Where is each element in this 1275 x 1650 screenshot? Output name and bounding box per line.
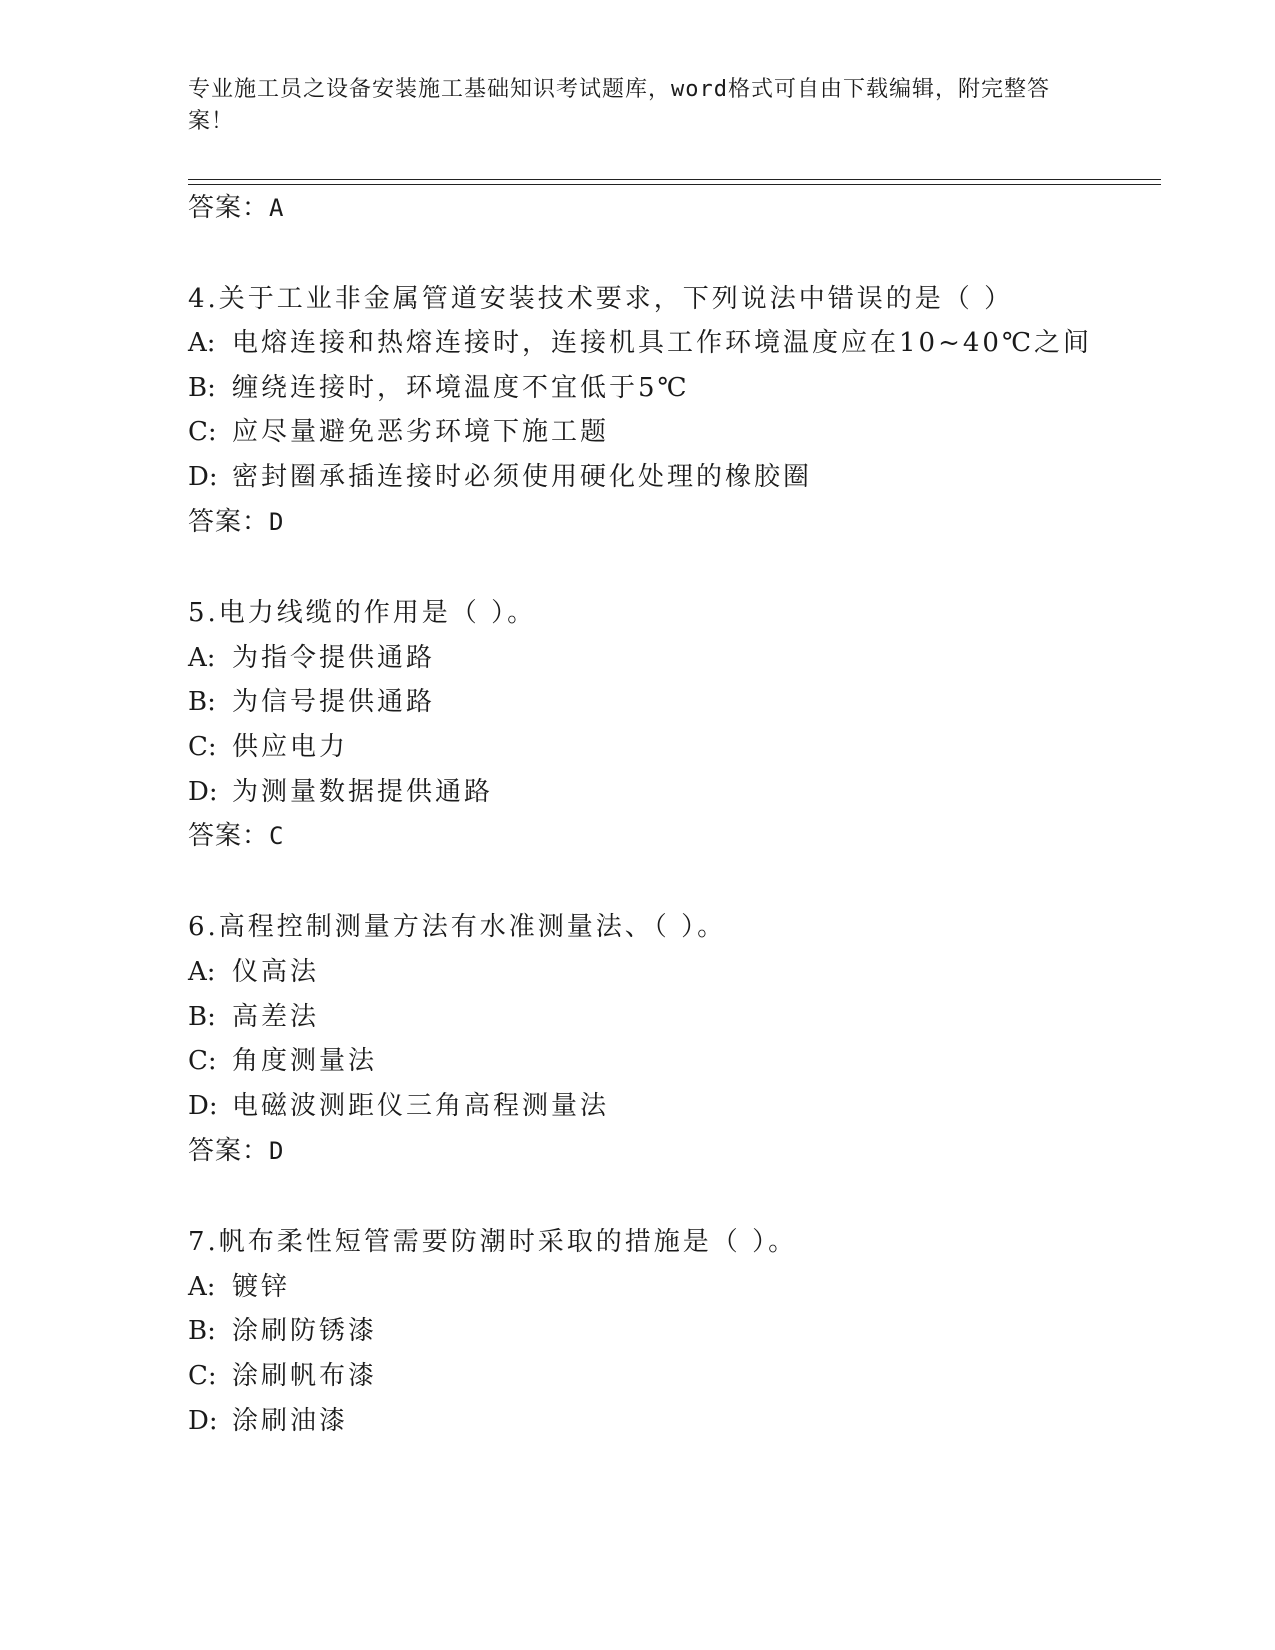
option-b bbox=[188, 685, 435, 719]
answer-label: 答案： bbox=[188, 193, 270, 223]
option-a bbox=[188, 641, 435, 675]
option-letter: B: bbox=[188, 1002, 216, 1032]
option-letter: D: bbox=[188, 777, 218, 807]
header-divider-bottom bbox=[188, 184, 1161, 185]
header-divider-top bbox=[188, 179, 1161, 180]
option-d bbox=[188, 1404, 348, 1438]
option-text: 缠绕连接时，环境温度不宜低于5℃ bbox=[232, 373, 690, 403]
question-answer bbox=[188, 819, 284, 853]
answer-value: A bbox=[269, 194, 285, 222]
option-text: 密封圈承插连接时必须使用硬化处理的橡胶圈 bbox=[232, 462, 813, 492]
option-text: 应尽量避免恶劣环境下施工题 bbox=[232, 417, 610, 447]
option-text: 角度测量法 bbox=[232, 1046, 378, 1076]
answer-value: D bbox=[269, 508, 285, 536]
option-a bbox=[188, 326, 1092, 360]
answer-value: C bbox=[269, 822, 285, 850]
option-text: 仪高法 bbox=[232, 957, 320, 987]
option-text: 电熔连接和热熔连接时，连接机具工作环境温度应在10~40℃之间 bbox=[232, 328, 1093, 358]
document-header: 专业施工员之设备安装施工基础知识考试题库，word格式可自由下载编辑，附完整答案！ bbox=[188, 77, 1050, 134]
option-text: 镀锌 bbox=[232, 1272, 291, 1302]
option-b bbox=[188, 1314, 377, 1348]
option-letter: A: bbox=[188, 957, 216, 987]
option-c bbox=[188, 415, 609, 449]
question-answer bbox=[188, 1134, 284, 1168]
option-letter: B: bbox=[188, 373, 216, 403]
option-d bbox=[188, 1089, 609, 1123]
answer-label: 答案： bbox=[188, 821, 270, 851]
option-c bbox=[188, 730, 348, 764]
question-stem: 6.高程控制测量方法有水准测量法、（ ）。 bbox=[188, 912, 727, 942]
option-text: 为信号提供通路 bbox=[232, 687, 436, 717]
question-stem: 4.关于工业非金属管道安装技术要求，下列说法中错误的是（ ） bbox=[188, 284, 1014, 314]
question-stem: 7.帆布柔性短管需要防潮时采取的措施是（ ）。 bbox=[188, 1227, 798, 1257]
option-b bbox=[188, 1000, 319, 1034]
option-letter: C: bbox=[188, 1046, 217, 1076]
answer-label: 答案： bbox=[188, 1136, 270, 1166]
option-letter: A: bbox=[188, 1272, 216, 1302]
option-text: 涂刷帆布漆 bbox=[232, 1361, 378, 1391]
option-text: 高差法 bbox=[232, 1002, 320, 1032]
option-a bbox=[188, 955, 319, 989]
option-letter: A: bbox=[188, 643, 216, 673]
option-text: 电磁波测距仪三角高程测量法 bbox=[232, 1091, 610, 1121]
option-d bbox=[188, 775, 493, 809]
answer-value: D bbox=[269, 1137, 285, 1165]
option-letter: A: bbox=[188, 328, 216, 358]
option-letter: C: bbox=[188, 417, 217, 447]
option-text: 为指令提供通路 bbox=[232, 643, 436, 673]
question-answer bbox=[188, 505, 284, 539]
option-letter: D: bbox=[188, 1406, 218, 1436]
option-text: 涂刷防锈漆 bbox=[232, 1316, 378, 1346]
option-c bbox=[188, 1044, 377, 1078]
option-text: 为测量数据提供通路 bbox=[232, 777, 494, 807]
option-letter: D: bbox=[188, 462, 218, 492]
option-letter: B: bbox=[188, 687, 216, 717]
option-letter: B: bbox=[188, 1316, 216, 1346]
option-text: 供应电力 bbox=[232, 732, 349, 762]
option-b bbox=[188, 371, 690, 405]
previous-answer bbox=[188, 191, 284, 225]
option-letter: C: bbox=[188, 732, 217, 762]
option-letter: D: bbox=[188, 1091, 218, 1121]
option-letter: C: bbox=[188, 1361, 217, 1391]
option-d bbox=[188, 460, 812, 494]
option-text: 涂刷油漆 bbox=[232, 1406, 349, 1436]
question-stem: 5.电力线缆的作用是（ ）。 bbox=[188, 598, 537, 628]
option-c bbox=[188, 1359, 377, 1393]
answer-label: 答案： bbox=[188, 507, 270, 537]
option-a bbox=[188, 1270, 290, 1304]
